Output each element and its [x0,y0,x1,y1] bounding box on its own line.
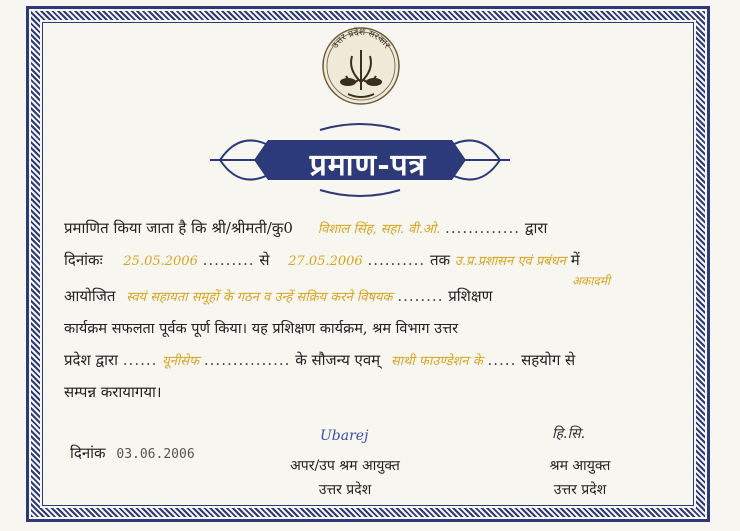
recipient-name: विशाल सिंह, सहा. वी.ओ. [317,222,441,237]
l3-prefix: आयोजित [64,287,116,305]
l2-tak: तक [429,251,451,269]
line-4: कार्यक्रम सफलता पूर्वक पूर्ण किया। यह प्रशिक्षण कार्यक्रम, श्रम विभाग उत्तर [64,321,459,337]
emblem-text: उत्तर प्रदेश सरकार [330,27,392,51]
certificate-title: प्रमाण-पत्र [309,147,427,183]
up-government-seal-icon [318,20,404,112]
venue-suffix: अकादमी [572,274,611,288]
line-5: प्रदेश द्वारा ...... यूनीसेफ ............... के सौजन्य एवम् साथी फाउण्डेशन के ..... सहयोग से [64,351,576,369]
signatory-1-title: अपर/उप श्रम आयुक्त [290,458,400,474]
l5-prefix: प्रदेश द्वारा [64,351,118,369]
venue: उ.प्र.प्रशासन एवं प्रबंधन [454,254,566,269]
signature-2: हि.सि. [552,426,586,442]
signatory-2-place: उत्तर प्रदेश [553,482,607,498]
line-6: सम्पन्न करायागया। [64,383,162,401]
training-topic: स्वयं सहायता समूहों के गठन व उन्हें सक्रिय करने विषयक [126,290,393,305]
signature-1: Ubarej [320,428,369,444]
l2-suffix: में [570,251,580,269]
partner-org: साथी फाउण्डेशन के [390,354,483,369]
from-date: 25.05.2006 [123,254,198,269]
l1-suffix: द्वारा [524,219,548,237]
signatory-2-title: श्रम आयुक्त [549,458,611,474]
l5-mid: के सौजन्य एवम् [295,351,381,369]
l2-se: से [259,251,270,269]
l5-suffix: सहयोग से [521,351,576,369]
line-3: आयोजित स्वयं सहायता समूहों के गठन व उन्हें सक्रिय करने विषयक ........ प्रशिक्षण [64,287,493,305]
line-1: प्रमाणित किया जाता है कि श्री/श्रीमती/कु0 विशाल सिंह, सहा. वी.ओ. ............. द्वारा [64,219,548,237]
to-date: 27.05.2006 [288,254,363,269]
line-2: दिनांकः 25.05.2006 ......... से 27.05.2006 .......... तक उ.प्र.प्रशासन एवं प्रबंधन में [64,251,580,269]
l1-prefix: प्रमाणित किया जाता है कि श्री/श्रीमती/कु0 [64,219,293,237]
issue-date-label: दिनांक [70,444,106,462]
date-label: दिनांकः [64,251,103,269]
signatory-1-place: उत्तर प्रदेश [318,482,372,498]
issue-date-value: 03.06.2006 [116,447,195,462]
sponsor-org: यूनीसेफ [162,354,200,369]
issue-date [70,443,270,463]
l3-suffix: प्रशिक्षण [448,287,493,305]
